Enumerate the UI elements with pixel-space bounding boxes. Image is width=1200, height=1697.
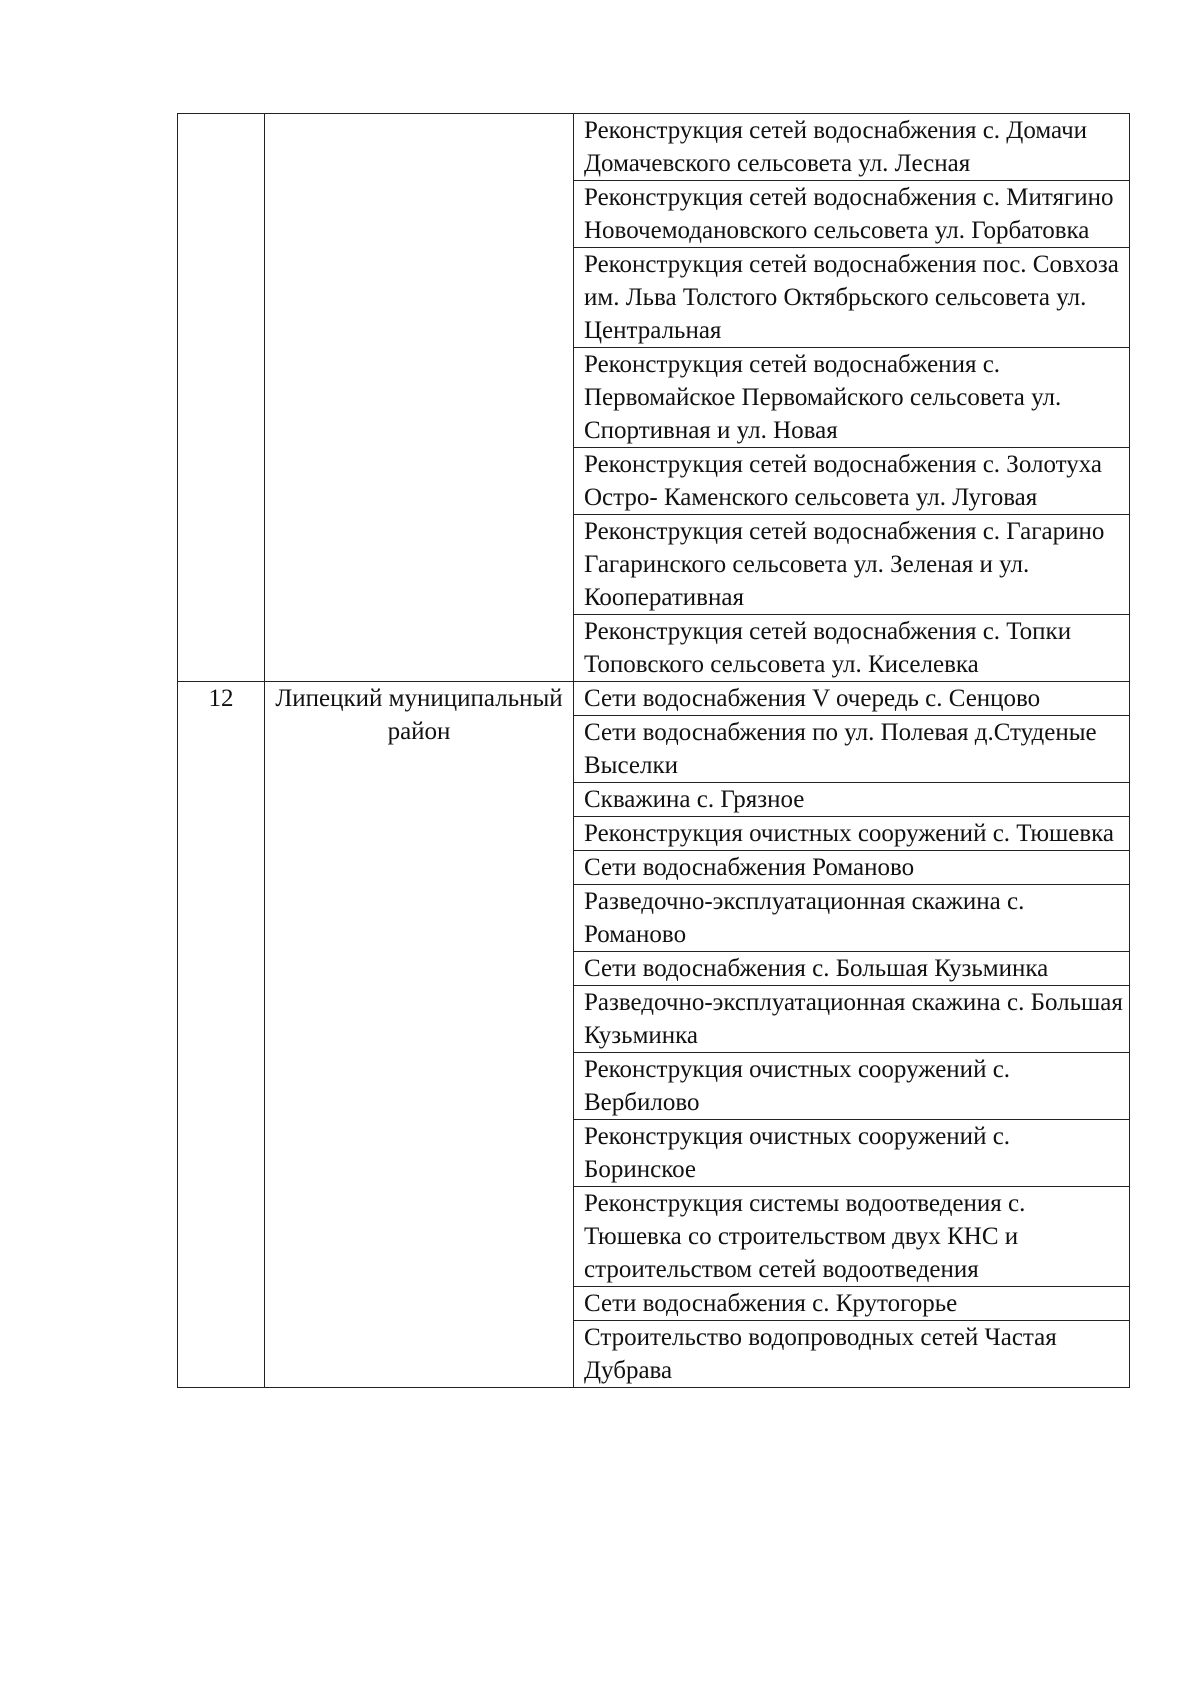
object-cell <box>574 181 1130 248</box>
object-cell <box>574 1053 1130 1120</box>
object-name: Реконструкция сетей водоснабжения с. Гагарино Гагаринского сельсовета ул. Зеленая и ул. Кооперативная <box>584 518 1105 611</box>
object-name: Сети водоснабжения V очередь с. Сенцово <box>584 685 1041 712</box>
object-cell <box>574 515 1130 615</box>
district-name: Липецкий муниципальный район <box>275 685 563 745</box>
row-number-cell <box>178 114 265 682</box>
object-cell <box>574 1120 1130 1187</box>
row-number-cell <box>178 682 265 1388</box>
object-name: Реконструкция очистных сооружений с. Боринское <box>584 1123 1011 1183</box>
object-name: Сети водоснабжения Романово <box>584 854 915 881</box>
object-name: Реконструкция сетей водоснабжения с. Митягино Новочемодановского сельсовета ул. Горбатовка <box>584 184 1114 244</box>
object-name: Реконструкция системы водоотведения с. Тюшевка со строительством двух КНС и строительством сетей водоотведения <box>584 1190 1026 1283</box>
object-cell <box>574 952 1130 986</box>
object-cell <box>574 986 1130 1053</box>
row-number: 12 <box>208 685 234 712</box>
object-cell <box>574 448 1130 515</box>
object-name: Реконструкция сетей водоснабжения с. Домачи Домачевского сельсовета ул. Лесная <box>584 117 1088 177</box>
object-name: Разведочно-эксплуатационная скажина с. Большая Кузьминка <box>584 989 1123 1049</box>
object-name: Реконструкция сетей водоснабжения с. Топки Топовского сельсовета ул. Киселевка <box>584 618 1072 678</box>
object-cell <box>574 885 1130 952</box>
district-cell <box>265 114 574 682</box>
object-cell <box>574 851 1130 885</box>
object-name: Реконструкция сетей водоснабжения с. Золотуха Остро- Каменского сельсовета ул. Луговая <box>584 451 1102 511</box>
district-cell <box>265 682 574 1388</box>
table-row <box>178 682 1130 716</box>
object-cell <box>574 114 1130 181</box>
object-cell <box>574 682 1130 716</box>
object-cell <box>574 248 1130 348</box>
object-cell <box>574 615 1130 682</box>
object-name: Реконструкция сетей водоснабжения с. Первомайское Первомайского сельсовета ул. Спортивная и ул. Новая <box>584 351 1062 444</box>
object-name: Реконструкция очистных сооружений с. Вербилово <box>584 1056 1011 1116</box>
object-name: Разведочно-эксплуатационная скажина с. Романово <box>584 888 1025 948</box>
object-cell <box>574 783 1130 817</box>
objects-table-body <box>178 114 1130 1388</box>
object-name: Сети водоснабжения по ул. Полевая д.Студеные Выселки <box>584 719 1097 779</box>
object-name: Сети водоснабжения с. Крутогорье <box>584 1290 958 1317</box>
object-name: Реконструкция сетей водоснабжения пос. Совхоза им. Льва Толстого Октябрьского сельсовета ул. Центральная <box>584 251 1119 344</box>
object-cell <box>574 716 1130 783</box>
objects-table <box>177 113 1130 1388</box>
object-cell <box>574 1187 1130 1287</box>
object-cell <box>574 1287 1130 1321</box>
object-name: Сети водоснабжения с. Большая Кузьминка <box>584 955 1049 982</box>
object-cell <box>574 348 1130 448</box>
object-name: Строительство водопроводных сетей Частая Дубрава <box>584 1324 1057 1384</box>
object-name: Реконструкция очистных сооружений с. Тюшевка <box>584 820 1115 847</box>
object-cell <box>574 1321 1130 1388</box>
table-row <box>178 114 1130 181</box>
object-cell <box>574 817 1130 851</box>
object-name: Скважина с. Грязное <box>584 786 805 813</box>
